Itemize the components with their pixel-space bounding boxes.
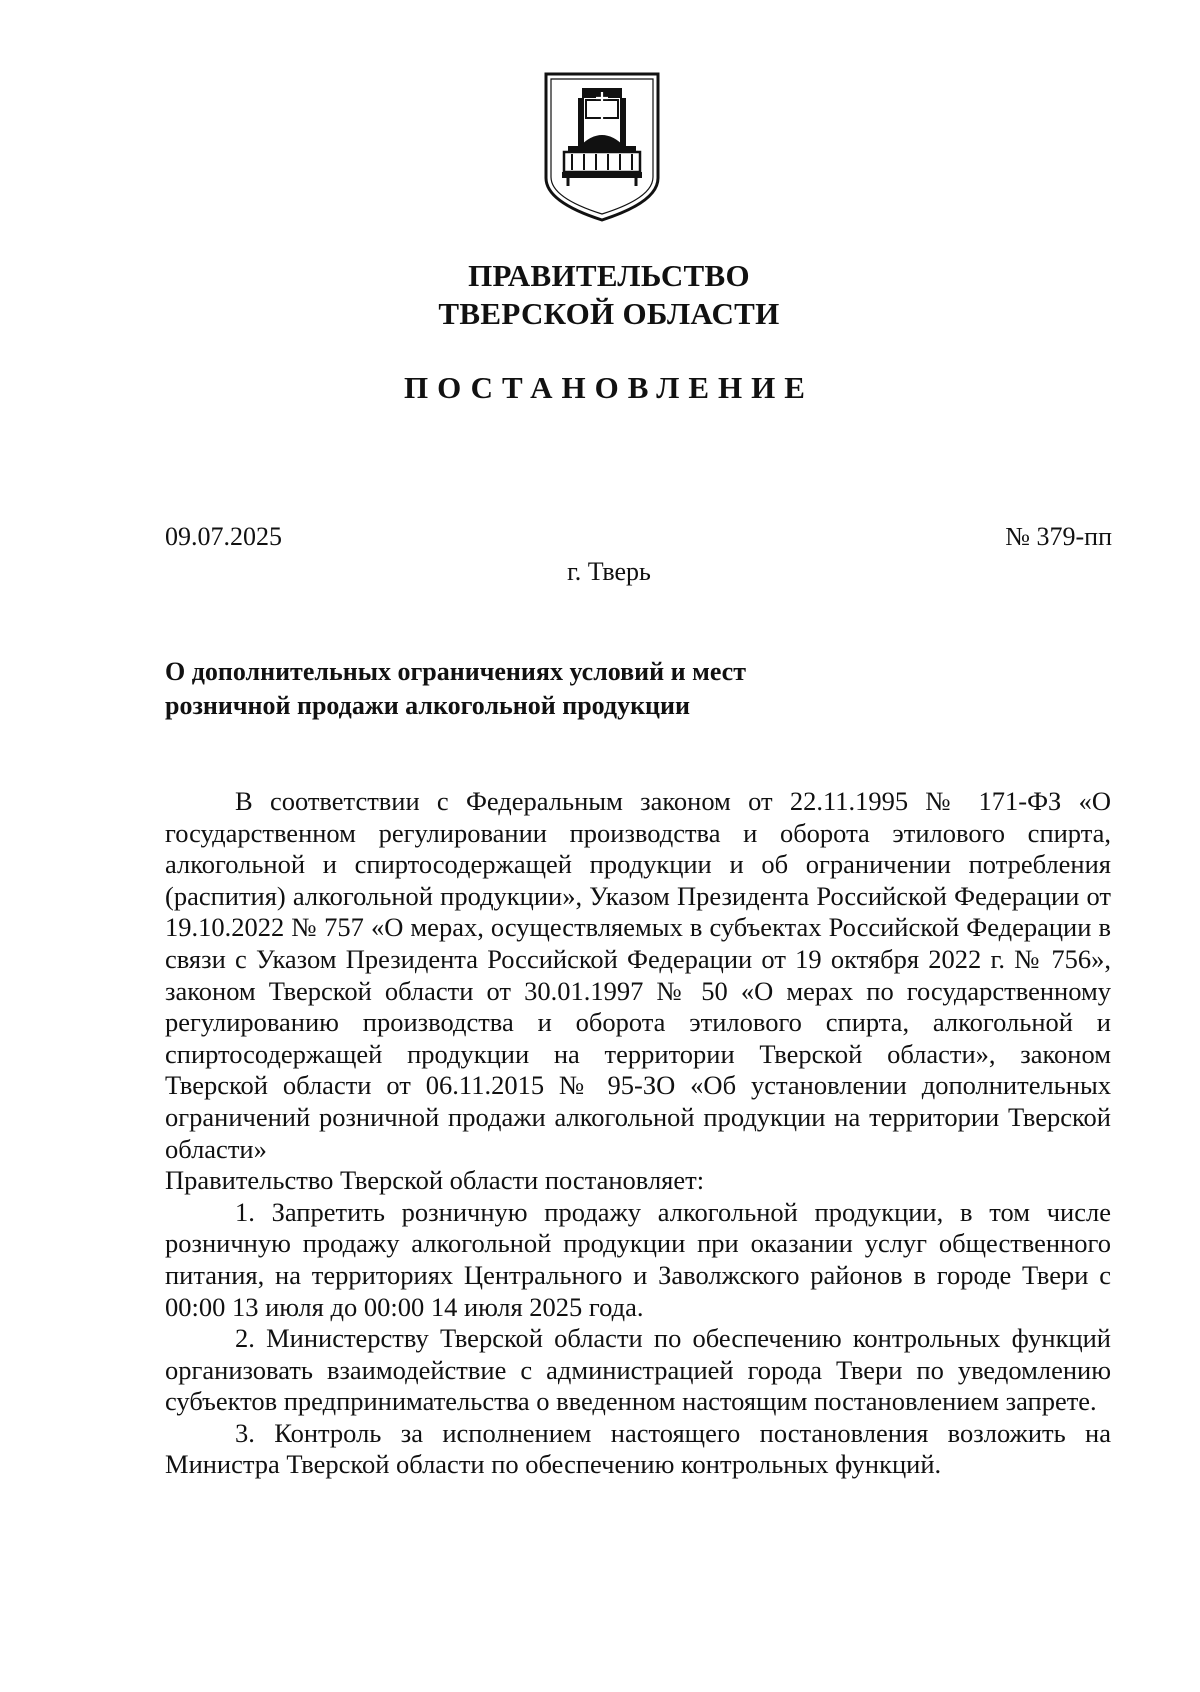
document-type: ПОСТАНОВЛЕНИЕ xyxy=(404,370,814,405)
document-title xyxy=(165,655,746,723)
document-title-line1: О дополнительных ограничениях условий и мест xyxy=(165,657,746,686)
document-date: 09.07.2025 xyxy=(165,522,282,551)
item-1-paragraph: 1. Запретить розничную продажу алкогольной продукции, в том числе розничную продажу алкогольной продукции при оказании услуг общественного питания, на территориях Центрального и Заволжского районов в городе Твери с 00:00 13 июля до 00:00 14 июля 2025 года. xyxy=(165,1196,1111,1322)
item-3-paragraph: 3. Контроль за исполнением настоящего постановления возложить на Министра Тверской области по обеспечению контрольных функций. xyxy=(165,1417,1111,1480)
resolves-line: Правительство Тверской области постановляет: xyxy=(165,1165,705,1196)
document-city: г. Тверь xyxy=(567,557,651,586)
item-2-paragraph: 2. Министерству Тверской области по обеспечению контрольных функций организовать взаимодействие с администрацией города Твери по уведомлению субъектов предпринимательства о введенном настоящим постановлением запрете. xyxy=(165,1323,1111,1417)
document-title-line2: розничной продажи алкогольной продукции xyxy=(165,691,691,720)
document-number: № 379-пп xyxy=(1005,522,1112,551)
document-body xyxy=(165,786,1111,1481)
organization-name-line2: ТВЕРСКОЙ ОБЛАСТИ xyxy=(438,296,780,331)
preamble-paragraph: В соответствии с Федеральным законом от 22.11.1995 № 171-ФЗ «О государственном регулировании производства и оборота этилового спирта, алкогольной и спиртосодержащей продукции и об ограничении потребления (распития) алкогольной продукции», Указом Президента Российской Федерации от 19.10.2022 № 757 «О мерах, осуществляемых в субъектах Российской Федерации в связи с Указом Президента Российской Федерации от 19 октября 2022 г. № 756», законом Тверской области от 30.01.1997 № 50 «О мерах по государственному регулированию производства и оборота этилового спирта, алкогольной и спиртосодержащей продукции на территории Тверской области», законом Тверской области от 06.11.2015 № 95-ЗО «Об установлении дополнительных ограничений розничной продажи алкогольной продукции на территории Тверской области» xyxy=(165,786,1111,1164)
organization-name-line1: ПРАВИТЕЛЬСТВО xyxy=(468,258,750,293)
coat-of-arms-icon xyxy=(540,68,664,224)
